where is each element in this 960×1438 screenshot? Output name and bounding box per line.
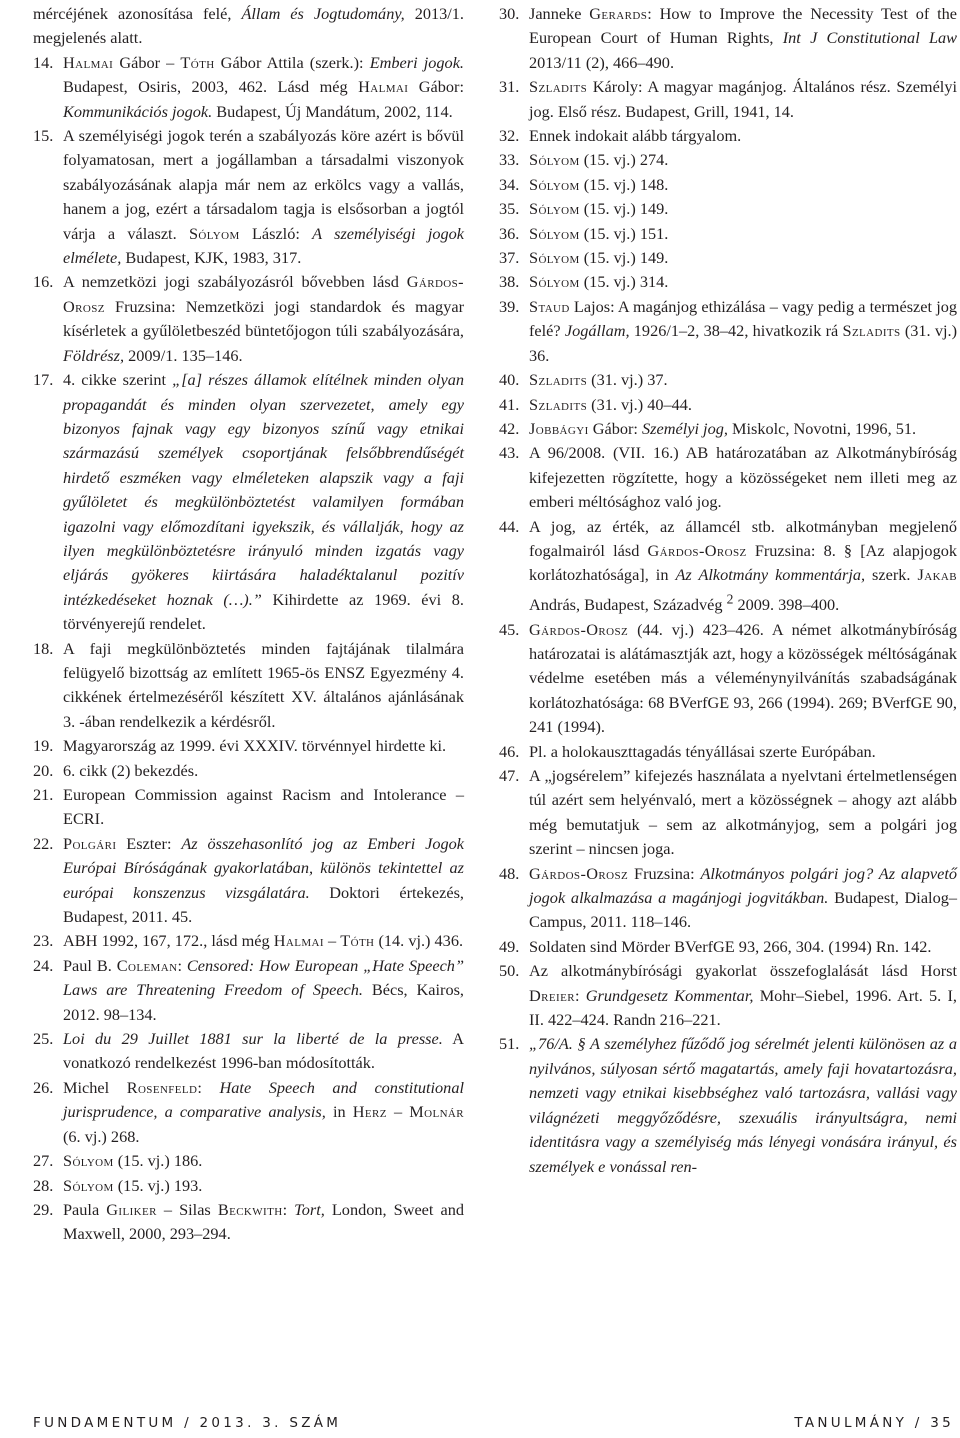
footnote-item <box>499 764 957 862</box>
footnote-number: 21. <box>33 785 54 804</box>
footnote-text: 6. cikk (2) bekezdés. <box>63 760 199 780</box>
footnote-number: 22. <box>33 833 54 853</box>
footnote-number: 41. <box>499 394 520 414</box>
footnote-number: 29. <box>33 1199 54 1219</box>
footnote-item <box>33 783 464 832</box>
footnote-number: 37. <box>499 248 520 268</box>
footnote-item <box>33 368 464 636</box>
footnote-item <box>499 1032 957 1178</box>
footnote-text: mércéjének azonosítása felé, Állam és Jogtudomány, 2013/1. megjelenés alatt. <box>33 4 465 48</box>
footnote-text: 4. cikke szerint „[a] részes államok elítélnek minden olyan propagandát és minden olyan szervezetet, amely egy bizonyos fajnak vagy egy bizonyos színű vagy etnikai származású személyek csoportjának felsőbbrendűségét hirdető eszméken vagy elméleteken alapszik vagy a faji gyűlöletet és megkülönböztetést valamilyen formában igazolni vagy előmozdítani igyekszik, és vállalják, hogy az ilyen megkülönböztetésre irányuló minden izgatás vagy eljárás gyökeres kiirtására haladéktalanul pozitív intézkedéseket hoznak (…).” Kihirdette az 1969. évi 8. törvényerejű rendelet. <box>63 370 464 634</box>
footnote-item <box>33 2 464 51</box>
footnote-text: Paul B. Coleman: Censored: How European „Hate Speech” Laws are Threatening Freedom of Speech. Bécs, Kairos, 2012. 98–134. <box>63 955 464 1024</box>
footnote-text: Gárdos-Orosz (44. vj.) 423–426. A német alkotmánybíróság határozatai is alátámasztják azt, hogy a közösségek méltóságának védelme esetében más a véleménynyilvánítás szabadságának korlátozhatósága: 68 BVerfGE 93, 266 (1994). 269; BVerfGE 90, 241 (1994). <box>529 619 957 737</box>
footnote-item <box>499 515 957 618</box>
footnote-text: Sólyom (15. vj.) 274. <box>529 150 669 170</box>
footnote-text: Szladits Károly: A magyar magánjog. Általános rész. Személyi jog. Első rész. Budapest, Grill, 1941, 14. <box>529 77 957 121</box>
footnote-number: 18. <box>33 638 54 658</box>
footnote-item <box>499 295 957 368</box>
footnote-text: A jog, az érték, az államcél stb. alkotmányban megjelenő fogalmairól lásd Gárdos-Orosz Fruzsina: 8. § [Az alapjogok korlátozhatósága], in Az Alkotmány kommentárja, szerk. Jakab András, Budapest, Századvég $^2$ 2009. 398–400. <box>529 516 957 615</box>
footnote-item <box>33 637 464 735</box>
footnote-number: 23. <box>33 931 54 951</box>
footnote-text: Sólyom (15. vj.) 193. <box>63 1175 203 1195</box>
footnote-number: 34. <box>499 174 520 194</box>
footnote-text: Sólyom (15. vj.) 148. <box>529 174 669 194</box>
footnote-text: Szladits (31. vj.) 40–44. <box>529 394 693 414</box>
footnote-text: Szladits (31. vj.) 37. <box>529 370 668 390</box>
footnote-number: 17. <box>33 370 54 390</box>
footnote-number: 19. <box>33 736 54 756</box>
footnote-text: Ennek indokait alább tárgyalom. <box>529 126 742 146</box>
footnote-item <box>499 368 957 392</box>
footnote-item <box>499 441 957 514</box>
footnote-text: European Commission against Racism and Intolerance – ECRI. <box>63 785 464 829</box>
footnote-item <box>499 393 957 417</box>
page-number-footer: TANULMÁNY / 35 <box>794 1415 954 1431</box>
footnote-number: 50. <box>499 961 520 981</box>
footnote-item <box>33 929 464 953</box>
footnote-item <box>499 75 957 124</box>
footnote-item <box>499 173 957 197</box>
footnote-text: „76/A. § A személyhez fűződő jog sérelmét jelenti különösen az a nyilvános, súlyosan sértő magatartás, amely faji hovatartozásra, nemzeti vagy etnikai kisebbséghez való tartozásra, vallási vagy világnézeti meggyőződésre, szexuális irányultságra, nemi identitásra vagy a személyiség más lényegi vonására irányul, és személyek e vonással ren- <box>529 1034 957 1176</box>
footnote-text: Soldaten sind Mörder BVerfGE 93, 266, 304. (1994) Rn. 142. <box>529 936 932 956</box>
footnote-number: 20. <box>33 760 54 780</box>
footnote-number: 48. <box>499 863 520 883</box>
footnote-text: A 96/2008. (VII. 16.) AB határozatában az Alkotmánybíróság kifejezetten rögzítette, hogy a közösségeket nem illeti meg az emberi méltósághoz való jog. <box>529 443 957 512</box>
footnote-item <box>499 935 957 959</box>
footnote-item <box>499 270 957 294</box>
footnote-number: 27. <box>33 1151 54 1171</box>
footnote-item <box>499 148 957 172</box>
footnote-number: 16. <box>33 272 54 292</box>
footnote-item <box>499 740 957 764</box>
footnote-number: 51. <box>499 1034 520 1054</box>
footnote-text: Az alkotmánybírósági gyakorlat összefoglalását lásd Horst Dreier: Grundgesetz Kommentar, Mohr–Siebel, 1996. Art. 5. I, II. 422–424. Randn 216–221. <box>529 961 957 1030</box>
footnotes-right-column <box>499 2 957 1179</box>
footnote-number: 15. <box>33 126 54 146</box>
footnote-text: Staud Lajos: A magánjog ethizálása – vagy pedig a természet jog felé? Jogállam, 1926/1–2, 38–42, hivatkozik rá Szladits (31. vj.) 36. <box>529 296 957 365</box>
footnote-item <box>499 197 957 221</box>
footnote-item <box>33 1198 464 1247</box>
footnote-number: 28. <box>33 1175 54 1195</box>
journal-footer: FUNDAMENTUM / 2013. 3. SZÁM <box>33 1415 342 1431</box>
footnote-text: A faji megkülönböztetés minden fajtájának tilalmára felügyelő bizottság az említett 1965-ös ENSZ Egyezmény 4. cikkének értelmezéséről készített XV. általános ajánlásának 3. -ában rendelkezik a kérdésről. <box>63 638 464 731</box>
footnote-item <box>33 954 464 1027</box>
footnote-text: Pl. a holokauszttagadás tényállásai szerte Európában. <box>529 741 876 761</box>
footnotes-left-column <box>33 2 464 1247</box>
footnote-text: Jobbágyi Gábor: Személyi jog, Miskolc, Novotni, 1996, 51. <box>529 418 917 438</box>
footnote-text: ABH 1992, 167, 172., lásd még Halmai – Tóth (14. vj.) 436. <box>63 931 464 951</box>
footnote-item <box>33 1174 464 1198</box>
footnote-text: Sólyom (15. vj.) 149. <box>529 248 669 268</box>
footnote-item <box>499 862 957 935</box>
footnote-item <box>33 1076 464 1149</box>
footnote-number: 49. <box>499 936 520 956</box>
footnote-number: 24. <box>33 955 54 975</box>
footnote-number: 25. <box>33 1029 54 1049</box>
footnote-number: 46. <box>499 741 520 761</box>
footnote-item <box>499 959 957 1032</box>
footnote-item <box>33 124 464 270</box>
footnote-text: Halmai Gábor – Tóth Gábor Attila (szerk.): Emberi jogok. Budapest, Osiris, 2003, 462. Lásd még Halmai Gábor: Kommunikációs jogok. Budapest, Új Mandátum, 2002, 114. <box>63 52 465 121</box>
footnote-number: 35. <box>499 199 520 219</box>
footnote-item <box>33 1027 464 1076</box>
footnote-text: A nemzetközi jogi szabályozásról bővebben lásd Gárdos-Orosz Fruzsina: Nemzetközi jogi standardok és magyar kísérletek a gyűlöletbeszéd büntetőjogon túli szabályozására, Földrész, 2009/1. 135–146. <box>63 272 464 365</box>
footnote-item <box>33 270 464 368</box>
footnote-item <box>499 246 957 270</box>
footnote-number: 14. <box>33 52 54 72</box>
footnote-text: Janneke Gerards: How to Improve the Necessity Test of the European Court of Human Rights, Int J Constitutional Law 2013/11 (2), 466–490. <box>529 4 958 72</box>
footnote-text: Sólyom (15. vj.) 151. <box>529 223 669 243</box>
footnote-number: 43. <box>499 443 520 463</box>
footnote-text: Loi du 29 Juillet 1881 sur la liberté de la presse. A vonatkozó rendelkezést 1996-ban módosították. <box>63 1029 464 1073</box>
footnote-text: Gárdos-Orosz Fruzsina: Alkotmányos polgári jog? Az alapvető jogok alkalmazása a magánjogi jogvitákban. Budapest, Dialog–Campus, 2011. 118–146. <box>529 863 957 932</box>
footnote-number: 42. <box>499 418 520 438</box>
footnote-text: Sólyom (15. vj.) 314. <box>529 272 669 292</box>
footnote-text: A „jogsérelem” kifejezés használata a nyelvtani értelmetlenségen túl azért sem helyénvaló, mert a közösségnek – ahogy azt alább még bemutatjuk – sem az alkotmányjog, sem a polgári jog szerint – nincsen joga. <box>529 766 957 859</box>
footnote-number: 36. <box>499 223 520 243</box>
footnote-item <box>499 124 957 148</box>
footnote-number: 47. <box>499 766 520 786</box>
footnote-item <box>33 832 464 930</box>
footnote-number: 38. <box>499 272 520 292</box>
footnote-text: Sólyom (15. vj.) 186. <box>63 1151 203 1171</box>
footnote-text: Sólyom (15. vj.) 149. <box>529 199 669 219</box>
footnote-text: Magyarország az 1999. évi XXXIV. törvénnyel hirdette ki. <box>63 736 447 756</box>
footnote-text: Polgári Eszter: Az összehasonlító jog az Emberi Jogok Európai Bíróságának gyakorlatában, különös tekintettel az európai konszenzus vizsgálatára. Doktori értekezés, Budapest, 2011. 45. <box>63 833 465 927</box>
footnote-item <box>499 618 957 740</box>
footnote-item <box>33 51 464 124</box>
footnote-number: 45. <box>499 619 520 639</box>
footnote-number: 30. <box>499 4 520 23</box>
footnote-text: A személyiségi jogok terén a szabályozás köre azért is bővül folyamatosan, mert a jogállamban a társadalmi viszonyok szabályozásának alapja már nem az erkölcs vagy a vallás, hanem a jog, ezért a társadalom tagja is elsősorban a jogtól várja a választ. Sólyom László: A személyiségi jogok elmélete, Budapest, KJK, 1983, 317. <box>63 126 464 268</box>
footnote-item <box>499 222 957 246</box>
footnote-item <box>499 417 957 441</box>
footnote-number: 31. <box>499 77 520 97</box>
footnote-number: 44. <box>499 516 520 536</box>
footnote-number: 32. <box>499 126 520 146</box>
footnote-number: 39. <box>499 296 520 316</box>
footnote-text: Paula Giliker – Silas Beckwith: Tort, London, Sweet and Maxwell, 2000, 293–294. <box>63 1199 464 1244</box>
footnote-number: 33. <box>499 150 520 170</box>
footnote-item <box>33 759 464 783</box>
footnote-text: Michel Rosenfeld: Hate Speech and constitutional jurisprudence, a comparative analysis, in Herz – Molnár (6. vj.) 268. <box>63 1077 465 1146</box>
footnote-number: 40. <box>499 370 520 390</box>
footnote-item <box>33 734 464 758</box>
footnote-item <box>499 2 957 75</box>
footnote-item <box>33 1149 464 1173</box>
footnote-number: 26. <box>33 1077 54 1097</box>
